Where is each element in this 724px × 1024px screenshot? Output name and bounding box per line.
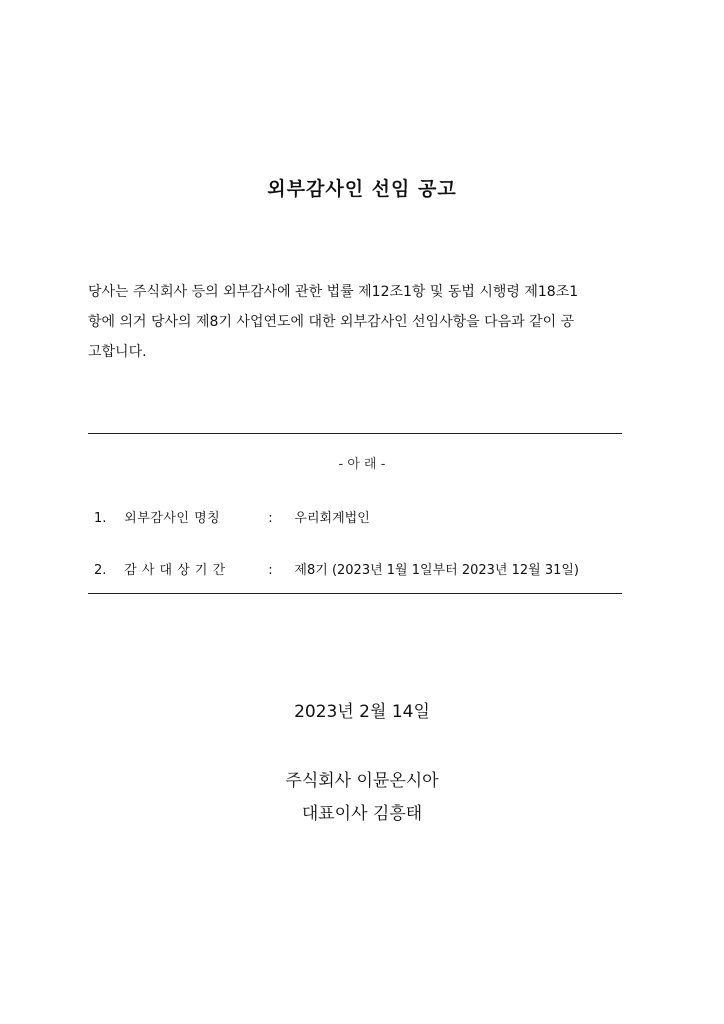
item-label: 감 사 대 상 기 간 [124, 563, 226, 578]
item-colon: : [268, 511, 273, 526]
item-number: 2. [94, 563, 107, 578]
announcement-date: 2023년 2월 14일 [294, 702, 430, 722]
announcement-body [88, 277, 640, 367]
document-title: 외부감사인 선임 공고 [267, 178, 457, 200]
body-line: 고합니다. [88, 344, 147, 360]
item-colon: : [268, 563, 273, 578]
top-divider [88, 433, 622, 434]
list-item-auditor-name [94, 507, 370, 526]
item-label: 외부감사인 명칭 [124, 511, 221, 526]
body-line: 항에 의거 당사의 제8기 사업연도에 대한 외부감사인 선임사항을 다음과 같이 공 [88, 314, 575, 330]
body-line: 당사는 주식회사 등의 외부감사에 관한 법률 제12조1항 및 동법 시행령 제18조1 [88, 284, 579, 300]
company-name: 주식회사 이뮨온시아 [285, 771, 439, 791]
bottom-divider [88, 593, 622, 594]
item-value: 우리회계법인 [294, 511, 370, 526]
item-number: 1. [94, 511, 107, 526]
separator-label: - 아 래 - [338, 457, 386, 472]
item-value: 제8기 (2023년 1월 1일부터 2023년 12월 31일) [294, 563, 580, 578]
list-item-audit-period [94, 559, 579, 578]
representative-name: 대표이사 김흥태 [301, 804, 423, 824]
